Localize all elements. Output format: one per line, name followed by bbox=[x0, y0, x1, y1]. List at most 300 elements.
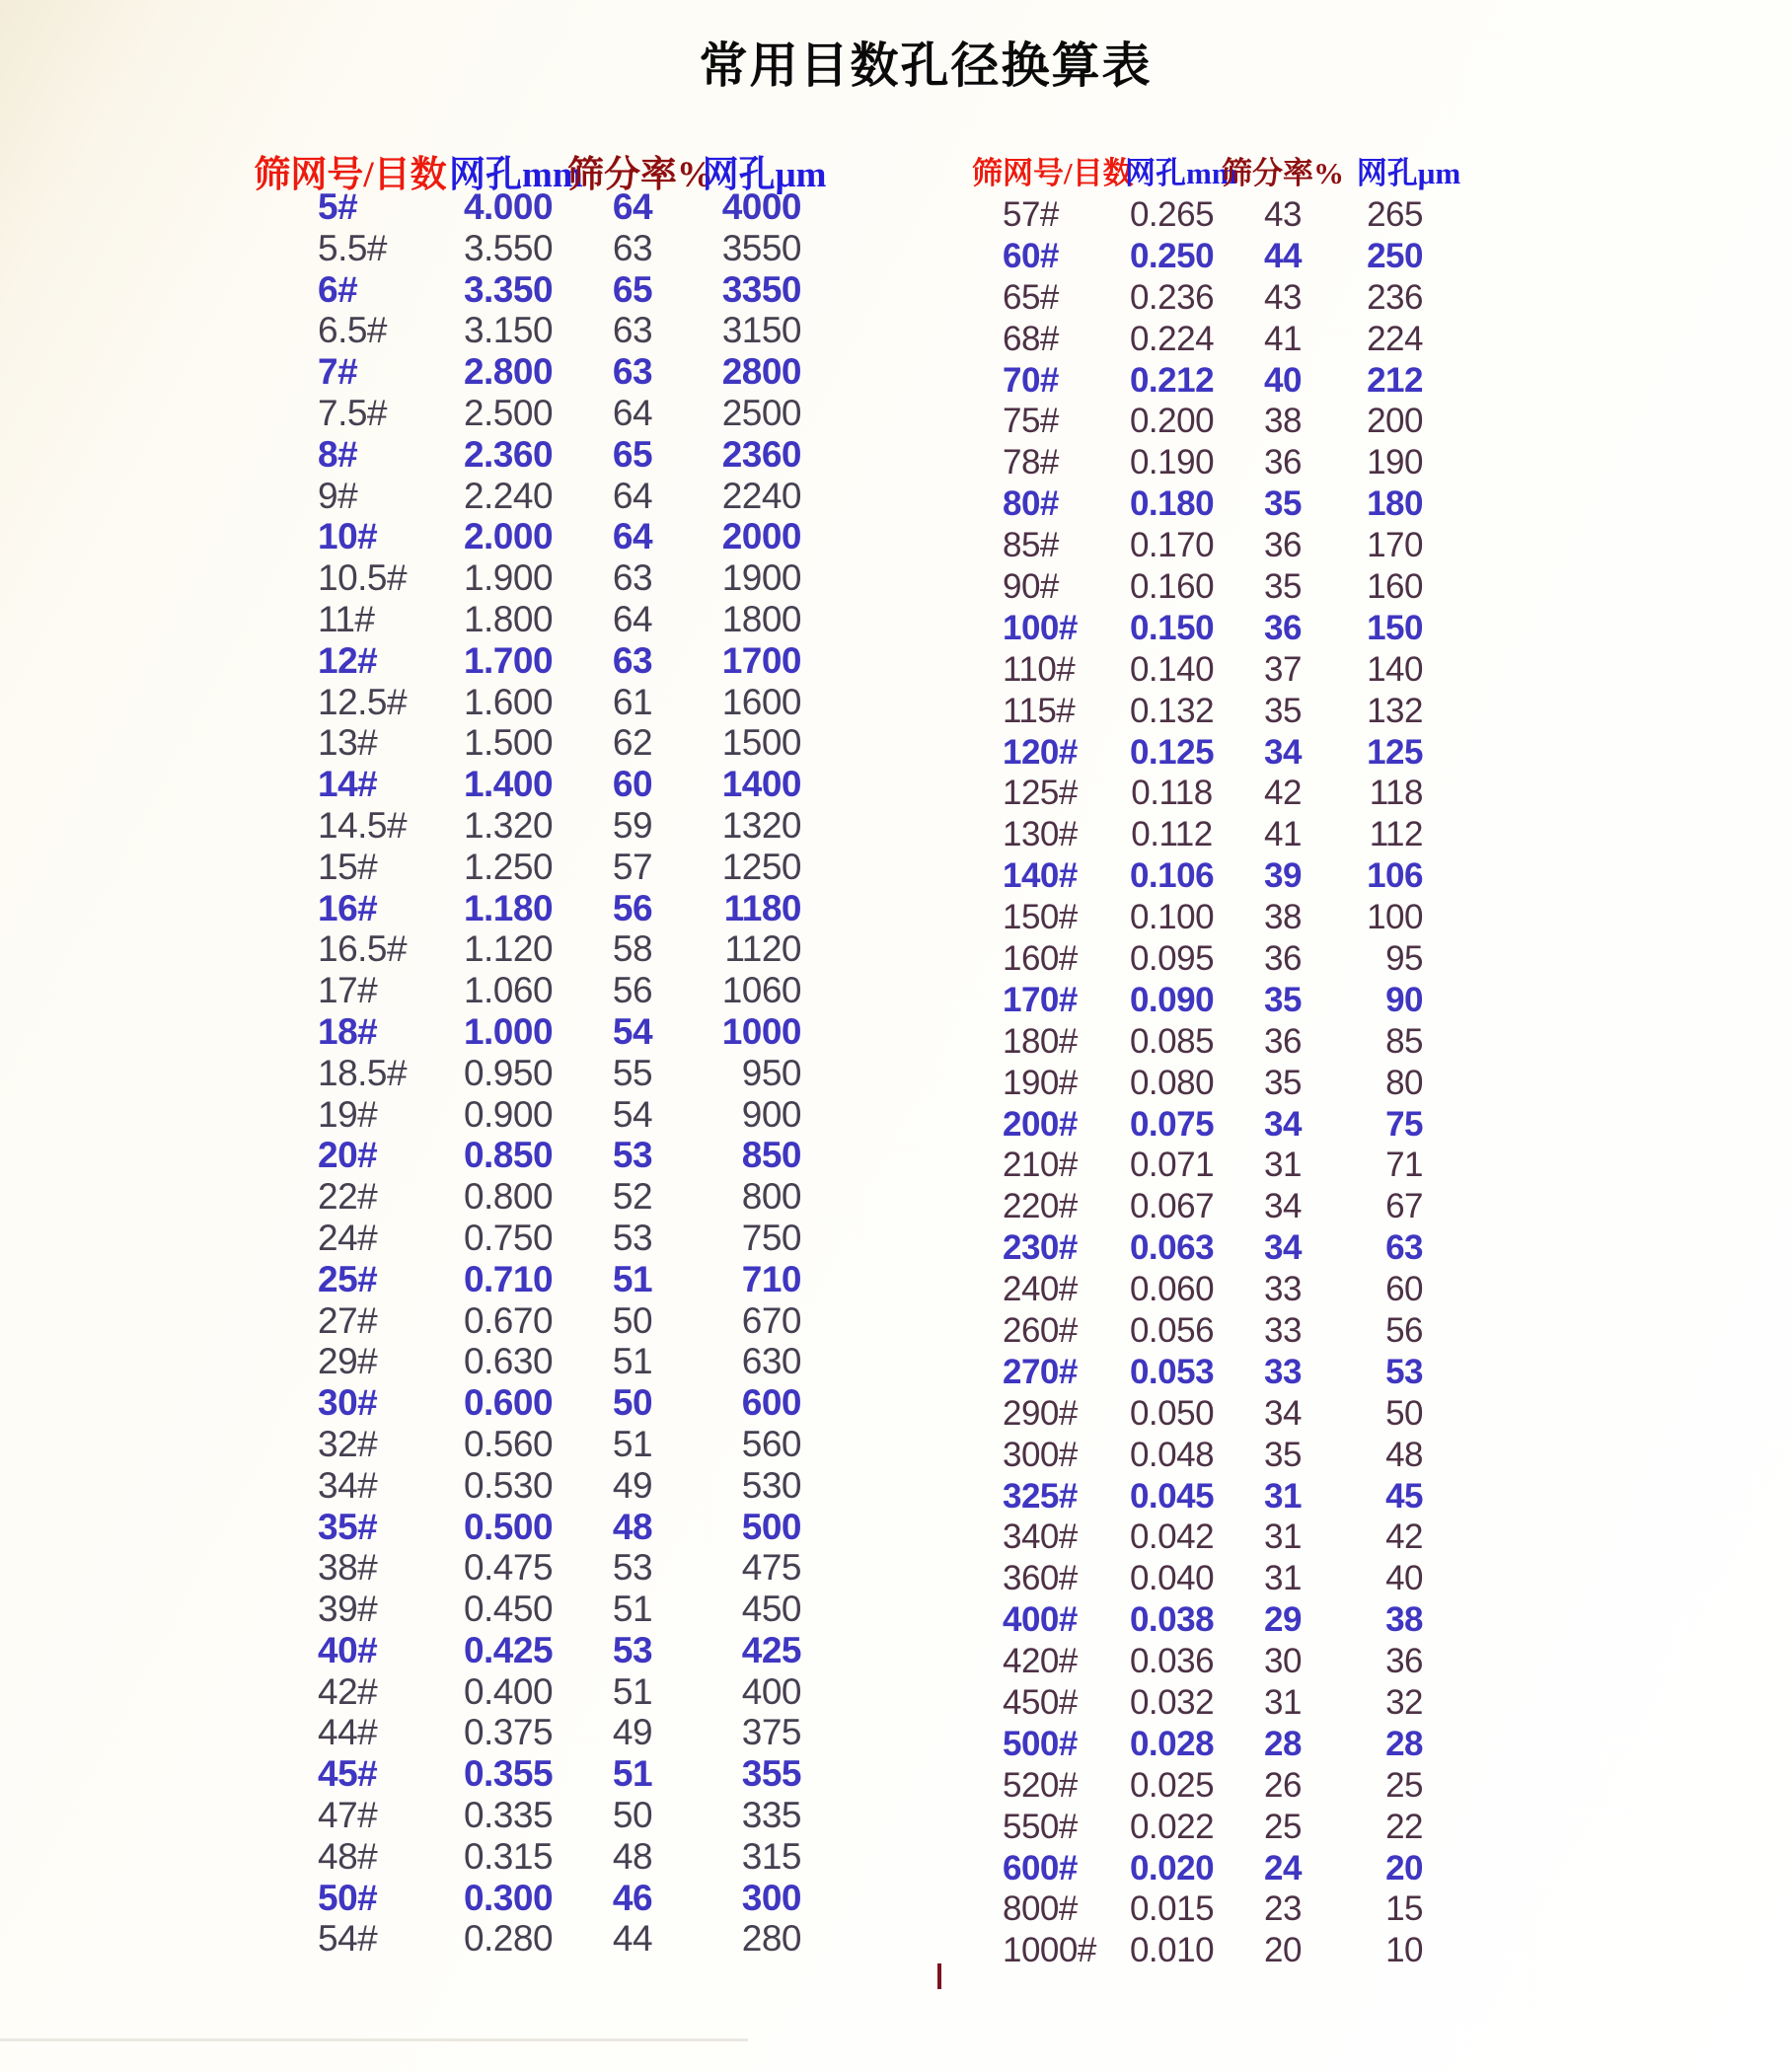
aperture-um-cell: 1000 bbox=[721, 1010, 801, 1052]
mesh-number-cell: 54# bbox=[318, 1918, 378, 1960]
mesh-number-cell: 78# bbox=[1003, 443, 1059, 482]
aperture-um-cell: 1700 bbox=[721, 639, 801, 681]
mesh-number-cell: 32# bbox=[318, 1423, 378, 1464]
aperture-mm-cell: 1.600 bbox=[463, 681, 554, 722]
table-row bbox=[972, 401, 1470, 442]
mesh-number-cell: 18.5# bbox=[318, 1052, 408, 1093]
mesh-number-cell: 150# bbox=[1003, 898, 1078, 937]
aperture-um-cell: 1400 bbox=[721, 764, 801, 805]
aperture-mm-cell: 0.212 bbox=[1129, 360, 1215, 400]
screening-rate-cell: 26 bbox=[1264, 1765, 1302, 1805]
screening-rate-cell: 40 bbox=[1264, 360, 1302, 400]
screening-rate-cell: 51 bbox=[612, 1753, 653, 1795]
screening-rate-cell: 36 bbox=[1264, 443, 1302, 482]
aperture-um-cell: 36 bbox=[1385, 1642, 1423, 1681]
mesh-number-cell: 190# bbox=[1003, 1063, 1078, 1102]
aperture-um-cell: 170 bbox=[1367, 526, 1423, 565]
table-row bbox=[252, 599, 831, 640]
aperture-um-cell: 265 bbox=[1367, 194, 1423, 234]
screening-rate-cell: 34 bbox=[1264, 1187, 1302, 1226]
mesh-number-cell: 600# bbox=[1003, 1848, 1078, 1887]
table-row bbox=[252, 476, 831, 517]
left-table-header bbox=[252, 144, 831, 195]
aperture-mm-cell: 0.032 bbox=[1129, 1683, 1215, 1722]
aperture-um-cell: 63 bbox=[1385, 1228, 1423, 1268]
aperture-um-cell: 15 bbox=[1385, 1889, 1423, 1929]
aperture-mm-cell: 0.125 bbox=[1129, 732, 1215, 772]
mesh-number-cell: 34# bbox=[318, 1464, 378, 1506]
aperture-um-cell: 22 bbox=[1385, 1807, 1423, 1846]
aperture-mm-cell: 0.036 bbox=[1129, 1642, 1215, 1681]
aperture-mm-cell: 0.750 bbox=[463, 1217, 554, 1258]
table-row bbox=[252, 970, 831, 1011]
aperture-um-cell: 85 bbox=[1385, 1021, 1423, 1061]
aperture-mm-cell: 0.056 bbox=[1129, 1310, 1215, 1350]
mesh-number-cell: 500# bbox=[1003, 1724, 1078, 1763]
mesh-number-cell: 14# bbox=[318, 764, 378, 805]
mesh-number-cell: 25# bbox=[318, 1258, 378, 1299]
mesh-number-cell: 210# bbox=[1003, 1146, 1078, 1185]
aperture-mm-cell: 1.120 bbox=[463, 928, 554, 970]
table-row bbox=[972, 1930, 1470, 1971]
table-row bbox=[252, 1094, 831, 1136]
aperture-um-cell: 95 bbox=[1385, 938, 1423, 978]
aperture-um-cell: 500 bbox=[741, 1506, 801, 1547]
aperture-mm-cell: 0.140 bbox=[1129, 649, 1215, 689]
table-row bbox=[252, 1753, 831, 1795]
screening-rate-cell: 64 bbox=[612, 516, 653, 557]
left-table-body bbox=[252, 186, 831, 1960]
aperture-mm-cell: 0.071 bbox=[1129, 1146, 1215, 1185]
screening-rate-cell: 52 bbox=[612, 1176, 653, 1218]
table-row bbox=[972, 1269, 1470, 1310]
right-table-header bbox=[972, 148, 1470, 190]
aperture-um-cell: 1800 bbox=[721, 598, 801, 639]
screening-rate-cell: 65 bbox=[612, 433, 653, 475]
mesh-number-cell: 220# bbox=[1003, 1187, 1078, 1226]
aperture-um-cell: 67 bbox=[1385, 1187, 1423, 1226]
aperture-um-cell: 710 bbox=[741, 1258, 801, 1299]
aperture-um-cell: 71 bbox=[1385, 1146, 1423, 1185]
screening-rate-cell: 50 bbox=[612, 1795, 653, 1836]
aperture-um-cell: 475 bbox=[741, 1547, 801, 1589]
table-row bbox=[252, 847, 831, 888]
aperture-mm-cell: 0.280 bbox=[463, 1918, 554, 1960]
table-row bbox=[972, 1889, 1470, 1931]
table-row bbox=[252, 1341, 831, 1382]
table-row bbox=[252, 1547, 831, 1589]
mesh-number-cell: 340# bbox=[1003, 1517, 1078, 1557]
screening-rate-cell: 64 bbox=[612, 186, 653, 227]
table-row bbox=[252, 640, 831, 682]
screening-rate-cell: 46 bbox=[612, 1877, 653, 1918]
table-row bbox=[252, 1382, 831, 1424]
left-header-mesh: 筛网号/目数 bbox=[254, 155, 447, 195]
mesh-number-cell: 6.5# bbox=[318, 310, 388, 351]
aperture-um-cell: 38 bbox=[1385, 1600, 1423, 1640]
screening-rate-cell: 56 bbox=[612, 887, 653, 928]
aperture-um-cell: 112 bbox=[1369, 815, 1423, 854]
aperture-mm-cell: 0.132 bbox=[1129, 691, 1215, 730]
screening-rate-cell: 64 bbox=[612, 475, 653, 516]
mesh-number-cell: 12# bbox=[318, 639, 378, 681]
table-row bbox=[972, 938, 1470, 980]
table-row bbox=[972, 236, 1470, 277]
screening-rate-cell: 35 bbox=[1264, 566, 1302, 606]
mesh-number-cell: 420# bbox=[1003, 1642, 1078, 1681]
screening-rate-cell: 51 bbox=[612, 1670, 653, 1712]
aperture-mm-cell: 0.450 bbox=[463, 1589, 554, 1630]
mesh-number-cell: 6# bbox=[318, 268, 358, 310]
mesh-number-cell: 170# bbox=[1003, 980, 1078, 1019]
aperture-mm-cell: 3.150 bbox=[463, 310, 554, 351]
aperture-um-cell: 45 bbox=[1385, 1476, 1423, 1516]
screening-rate-cell: 42 bbox=[1264, 774, 1302, 813]
aperture-um-cell: 1180 bbox=[723, 887, 801, 928]
table-row bbox=[972, 566, 1470, 608]
table-row bbox=[972, 360, 1470, 402]
aperture-mm-cell: 0.085 bbox=[1129, 1021, 1215, 1061]
table-row bbox=[972, 1807, 1470, 1848]
mesh-number-cell: 180# bbox=[1003, 1021, 1078, 1061]
aperture-mm-cell: 2.240 bbox=[463, 475, 554, 516]
screening-rate-cell: 64 bbox=[612, 392, 653, 433]
table-row bbox=[972, 1517, 1470, 1559]
table-row bbox=[972, 1063, 1470, 1104]
table-row bbox=[972, 1227, 1470, 1269]
screening-rate-cell: 65 bbox=[612, 268, 653, 310]
mesh-number-cell: 1000# bbox=[1003, 1931, 1096, 1970]
table-row bbox=[972, 194, 1470, 236]
aperture-mm-cell: 2.360 bbox=[463, 433, 554, 475]
table-row bbox=[972, 1641, 1470, 1682]
aperture-mm-cell: 0.670 bbox=[463, 1299, 554, 1341]
table-row bbox=[972, 814, 1470, 855]
mesh-number-cell: 16.5# bbox=[318, 928, 408, 970]
mesh-number-cell: 47# bbox=[318, 1795, 378, 1836]
aperture-um-cell: 224 bbox=[1367, 319, 1423, 358]
mesh-number-cell: 15# bbox=[318, 846, 378, 887]
aperture-um-cell: 75 bbox=[1385, 1104, 1423, 1144]
table-row bbox=[252, 186, 831, 228]
aperture-um-cell: 48 bbox=[1385, 1435, 1423, 1474]
screening-rate-cell: 51 bbox=[612, 1258, 653, 1299]
aperture-mm-cell: 0.800 bbox=[463, 1176, 554, 1218]
mesh-number-cell: 450# bbox=[1003, 1683, 1078, 1722]
screening-rate-cell: 51 bbox=[612, 1341, 653, 1382]
table-row bbox=[972, 525, 1470, 566]
mesh-number-cell: 270# bbox=[1003, 1352, 1078, 1391]
aperture-um-cell: 355 bbox=[741, 1753, 801, 1795]
screening-rate-cell: 63 bbox=[612, 227, 653, 268]
screening-rate-cell: 36 bbox=[1264, 526, 1302, 565]
screening-rate-cell: 31 bbox=[1264, 1476, 1302, 1516]
table-row bbox=[252, 888, 831, 929]
screening-rate-cell: 33 bbox=[1264, 1352, 1302, 1391]
aperture-um-cell: 1250 bbox=[721, 846, 801, 887]
mesh-number-cell: 260# bbox=[1003, 1310, 1078, 1350]
scan-artifact-line bbox=[0, 2038, 748, 2041]
table-row bbox=[972, 1352, 1470, 1393]
screening-rate-cell: 35 bbox=[1264, 484, 1302, 524]
mesh-number-cell: 5# bbox=[318, 186, 358, 227]
aperture-mm-cell: 0.710 bbox=[463, 1258, 554, 1299]
aperture-um-cell: 1500 bbox=[721, 722, 801, 764]
left-header-aperture-mm: 网孔mm bbox=[449, 155, 583, 195]
mesh-number-cell: 7# bbox=[318, 351, 358, 393]
aperture-mm-cell: 0.500 bbox=[463, 1506, 554, 1547]
aperture-mm-cell: 0.300 bbox=[463, 1877, 554, 1918]
aperture-mm-cell: 0.063 bbox=[1129, 1228, 1215, 1268]
aperture-mm-cell: 2.500 bbox=[463, 392, 554, 433]
aperture-mm-cell: 0.170 bbox=[1129, 526, 1215, 565]
table-row bbox=[252, 1671, 831, 1713]
aperture-um-cell: 1120 bbox=[724, 928, 801, 970]
aperture-mm-cell: 0.190 bbox=[1129, 443, 1215, 482]
table-row bbox=[252, 434, 831, 476]
aperture-mm-cell: 0.090 bbox=[1129, 980, 1215, 1019]
table-row bbox=[252, 1176, 831, 1218]
mesh-number-cell: 9# bbox=[318, 475, 358, 516]
aperture-mm-cell: 0.180 bbox=[1129, 484, 1215, 524]
table-row bbox=[972, 980, 1470, 1021]
mesh-number-cell: 29# bbox=[318, 1341, 378, 1382]
table-row bbox=[972, 1765, 1470, 1807]
aperture-mm-cell: 0.015 bbox=[1129, 1889, 1215, 1929]
mesh-number-cell: 11# bbox=[318, 598, 375, 639]
aperture-um-cell: 42 bbox=[1385, 1517, 1423, 1557]
aperture-mm-cell: 0.048 bbox=[1129, 1435, 1215, 1474]
mesh-number-cell: 10# bbox=[318, 516, 378, 557]
screening-rate-cell: 34 bbox=[1264, 1228, 1302, 1268]
aperture-mm-cell: 0.038 bbox=[1129, 1600, 1215, 1640]
table-row bbox=[972, 1682, 1470, 1724]
aperture-mm-cell: 0.425 bbox=[463, 1629, 554, 1670]
mesh-number-cell: 27# bbox=[318, 1299, 378, 1341]
screening-rate-cell: 20 bbox=[1264, 1931, 1302, 1970]
scan-tick-mark bbox=[937, 1963, 941, 1989]
table-row bbox=[252, 1135, 831, 1176]
mesh-number-cell: 70# bbox=[1003, 360, 1059, 400]
screening-rate-cell: 35 bbox=[1264, 1063, 1302, 1102]
aperture-um-cell: 750 bbox=[741, 1217, 801, 1258]
mesh-number-cell: 45# bbox=[318, 1753, 378, 1795]
aperture-mm-cell: 0.020 bbox=[1129, 1848, 1215, 1887]
mesh-number-cell: 57# bbox=[1003, 194, 1059, 234]
screening-rate-cell: 59 bbox=[612, 804, 653, 846]
aperture-um-cell: 150 bbox=[1367, 608, 1423, 647]
table-row bbox=[252, 1011, 831, 1053]
screening-rate-cell: 54 bbox=[612, 1093, 653, 1135]
aperture-um-cell: 90 bbox=[1385, 980, 1423, 1019]
mesh-number-cell: 24# bbox=[318, 1217, 378, 1258]
mesh-number-cell: 520# bbox=[1003, 1765, 1078, 1805]
table-row bbox=[972, 691, 1470, 732]
mesh-number-cell: 35# bbox=[318, 1506, 378, 1547]
aperture-um-cell: 400 bbox=[741, 1670, 801, 1712]
mesh-number-cell: 20# bbox=[318, 1135, 378, 1176]
screening-rate-cell: 50 bbox=[612, 1382, 653, 1424]
aperture-mm-cell: 0.560 bbox=[463, 1423, 554, 1464]
mesh-number-cell: 40# bbox=[318, 1629, 378, 1670]
screening-rate-cell: 48 bbox=[612, 1835, 653, 1877]
aperture-mm-cell: 0.315 bbox=[463, 1835, 554, 1877]
mesh-number-cell: 60# bbox=[1003, 236, 1059, 275]
aperture-mm-cell: 0.850 bbox=[463, 1135, 554, 1176]
table-row bbox=[972, 1476, 1470, 1517]
mesh-number-cell: 200# bbox=[1003, 1104, 1078, 1144]
table-row bbox=[972, 1186, 1470, 1227]
screening-rate-cell: 36 bbox=[1264, 1021, 1302, 1061]
right-header-aperture-mm: 网孔mm bbox=[1125, 156, 1237, 190]
mesh-number-cell: 85# bbox=[1003, 526, 1059, 565]
screening-rate-cell: 31 bbox=[1264, 1559, 1302, 1598]
table-row bbox=[252, 1712, 831, 1753]
table-row bbox=[252, 1218, 831, 1259]
screening-rate-cell: 35 bbox=[1264, 980, 1302, 1019]
mesh-number-cell: 10.5# bbox=[318, 557, 408, 599]
aperture-mm-cell: 1.000 bbox=[463, 1010, 554, 1052]
aperture-mm-cell: 0.400 bbox=[463, 1670, 554, 1712]
mesh-number-cell: 325# bbox=[1003, 1476, 1078, 1516]
aperture-mm-cell: 3.550 bbox=[463, 227, 554, 268]
screening-rate-cell: 33 bbox=[1264, 1310, 1302, 1350]
aperture-um-cell: 3150 bbox=[721, 310, 801, 351]
aperture-um-cell: 200 bbox=[1367, 402, 1423, 441]
screening-rate-cell: 48 bbox=[612, 1506, 653, 1547]
aperture-mm-cell: 1.250 bbox=[463, 846, 554, 887]
aperture-mm-cell: 0.118 bbox=[1131, 774, 1213, 813]
aperture-um-cell: 530 bbox=[741, 1464, 801, 1506]
aperture-um-cell: 630 bbox=[741, 1341, 801, 1382]
aperture-um-cell: 53 bbox=[1385, 1352, 1423, 1391]
aperture-mm-cell: 2.800 bbox=[463, 351, 554, 393]
mesh-number-cell: 42# bbox=[318, 1670, 378, 1712]
screening-rate-cell: 53 bbox=[612, 1547, 653, 1589]
table-row bbox=[252, 228, 831, 269]
mesh-number-cell: 360# bbox=[1003, 1559, 1078, 1598]
table-row bbox=[972, 442, 1470, 483]
mesh-number-cell: 230# bbox=[1003, 1228, 1078, 1268]
screening-rate-cell: 56 bbox=[612, 970, 653, 1011]
screening-rate-cell: 41 bbox=[1264, 319, 1302, 358]
aperture-mm-cell: 0.025 bbox=[1129, 1765, 1215, 1805]
aperture-um-cell: 1900 bbox=[721, 557, 801, 599]
table-row bbox=[252, 1053, 831, 1094]
aperture-um-cell: 375 bbox=[741, 1712, 801, 1753]
screening-rate-cell: 44 bbox=[1264, 236, 1302, 275]
aperture-mm-cell: 0.100 bbox=[1129, 898, 1215, 937]
screening-rate-cell: 53 bbox=[612, 1217, 653, 1258]
table-row bbox=[972, 1558, 1470, 1599]
mesh-number-cell: 38# bbox=[318, 1547, 378, 1589]
aperture-mm-cell: 0.236 bbox=[1129, 277, 1215, 317]
screening-rate-cell: 55 bbox=[612, 1052, 653, 1093]
screening-rate-cell: 35 bbox=[1264, 691, 1302, 730]
aperture-mm-cell: 0.067 bbox=[1129, 1187, 1215, 1226]
aperture-mm-cell: 3.350 bbox=[463, 268, 554, 310]
mesh-number-cell: 14.5# bbox=[318, 804, 408, 846]
screening-rate-cell: 43 bbox=[1264, 277, 1302, 317]
mesh-number-cell: 5.5# bbox=[318, 227, 388, 268]
mesh-number-cell: 17# bbox=[318, 970, 378, 1011]
screening-rate-cell: 43 bbox=[1264, 194, 1302, 234]
aperture-um-cell: 106 bbox=[1367, 856, 1423, 896]
table-row bbox=[252, 351, 831, 393]
screening-rate-cell: 37 bbox=[1264, 649, 1302, 689]
aperture-mm-cell: 1.060 bbox=[463, 970, 554, 1011]
screening-rate-cell: 34 bbox=[1264, 1104, 1302, 1144]
mesh-number-cell: 30# bbox=[318, 1382, 378, 1424]
screening-rate-cell: 25 bbox=[1264, 1807, 1302, 1846]
mesh-number-cell: 100# bbox=[1003, 608, 1078, 647]
mesh-number-cell: 8# bbox=[318, 433, 358, 475]
screening-rate-cell: 28 bbox=[1264, 1724, 1302, 1763]
screening-rate-cell: 63 bbox=[612, 557, 653, 599]
aperture-um-cell: 32 bbox=[1385, 1683, 1423, 1722]
aperture-um-cell: 315 bbox=[741, 1835, 801, 1877]
table-row bbox=[972, 1393, 1470, 1435]
table-row bbox=[252, 1424, 831, 1465]
aperture-mm-cell: 0.265 bbox=[1129, 194, 1215, 234]
table-row bbox=[972, 277, 1470, 319]
right-header-aperture-um: 网孔μm bbox=[1356, 156, 1461, 190]
screening-rate-cell: 63 bbox=[612, 639, 653, 681]
mesh-number-cell: 16# bbox=[318, 887, 378, 928]
aperture-mm-cell: 0.600 bbox=[463, 1382, 554, 1424]
screening-rate-cell: 38 bbox=[1264, 898, 1302, 937]
aperture-um-cell: 132 bbox=[1367, 691, 1423, 730]
mesh-number-cell: 39# bbox=[318, 1589, 378, 1630]
mesh-number-cell: 75# bbox=[1003, 402, 1059, 441]
mesh-number-cell: 22# bbox=[318, 1176, 378, 1218]
table-row bbox=[252, 1878, 831, 1919]
screening-rate-cell: 23 bbox=[1264, 1889, 1302, 1929]
aperture-um-cell: 56 bbox=[1385, 1310, 1423, 1350]
screening-rate-cell: 35 bbox=[1264, 1435, 1302, 1474]
table-row bbox=[972, 1599, 1470, 1641]
table-row bbox=[252, 1918, 831, 1960]
screening-rate-cell: 63 bbox=[612, 351, 653, 393]
aperture-um-cell: 250 bbox=[1367, 236, 1423, 275]
screening-rate-cell: 60 bbox=[612, 764, 653, 805]
screening-rate-cell: 31 bbox=[1264, 1146, 1302, 1185]
aperture-um-cell: 100 bbox=[1367, 898, 1423, 937]
aperture-um-cell: 3550 bbox=[721, 227, 801, 268]
mesh-number-cell: 400# bbox=[1003, 1600, 1078, 1640]
mesh-number-cell: 19# bbox=[318, 1093, 378, 1135]
aperture-um-cell: 236 bbox=[1367, 277, 1423, 317]
mesh-number-cell: 68# bbox=[1003, 319, 1059, 358]
aperture-mm-cell: 0.060 bbox=[1129, 1270, 1215, 1309]
aperture-mm-cell: 1.320 bbox=[463, 804, 554, 846]
screening-rate-cell: 33 bbox=[1264, 1270, 1302, 1309]
aperture-mm-cell: 1.180 bbox=[463, 887, 554, 928]
aperture-mm-cell: 0.950 bbox=[463, 1052, 554, 1093]
mesh-number-cell: 125# bbox=[1003, 774, 1078, 813]
table-row bbox=[252, 1507, 831, 1548]
table-row bbox=[972, 897, 1470, 938]
aperture-um-cell: 1060 bbox=[721, 970, 801, 1011]
mesh-number-cell: 140# bbox=[1003, 856, 1078, 896]
table-row bbox=[972, 1724, 1470, 1765]
aperture-mm-cell: 1.800 bbox=[463, 598, 554, 639]
left-header-aperture-um: 网孔μm bbox=[702, 155, 827, 195]
aperture-um-cell: 450 bbox=[741, 1589, 801, 1630]
aperture-um-cell: 80 bbox=[1385, 1063, 1423, 1102]
table-row bbox=[252, 928, 831, 970]
table-row bbox=[252, 393, 831, 434]
